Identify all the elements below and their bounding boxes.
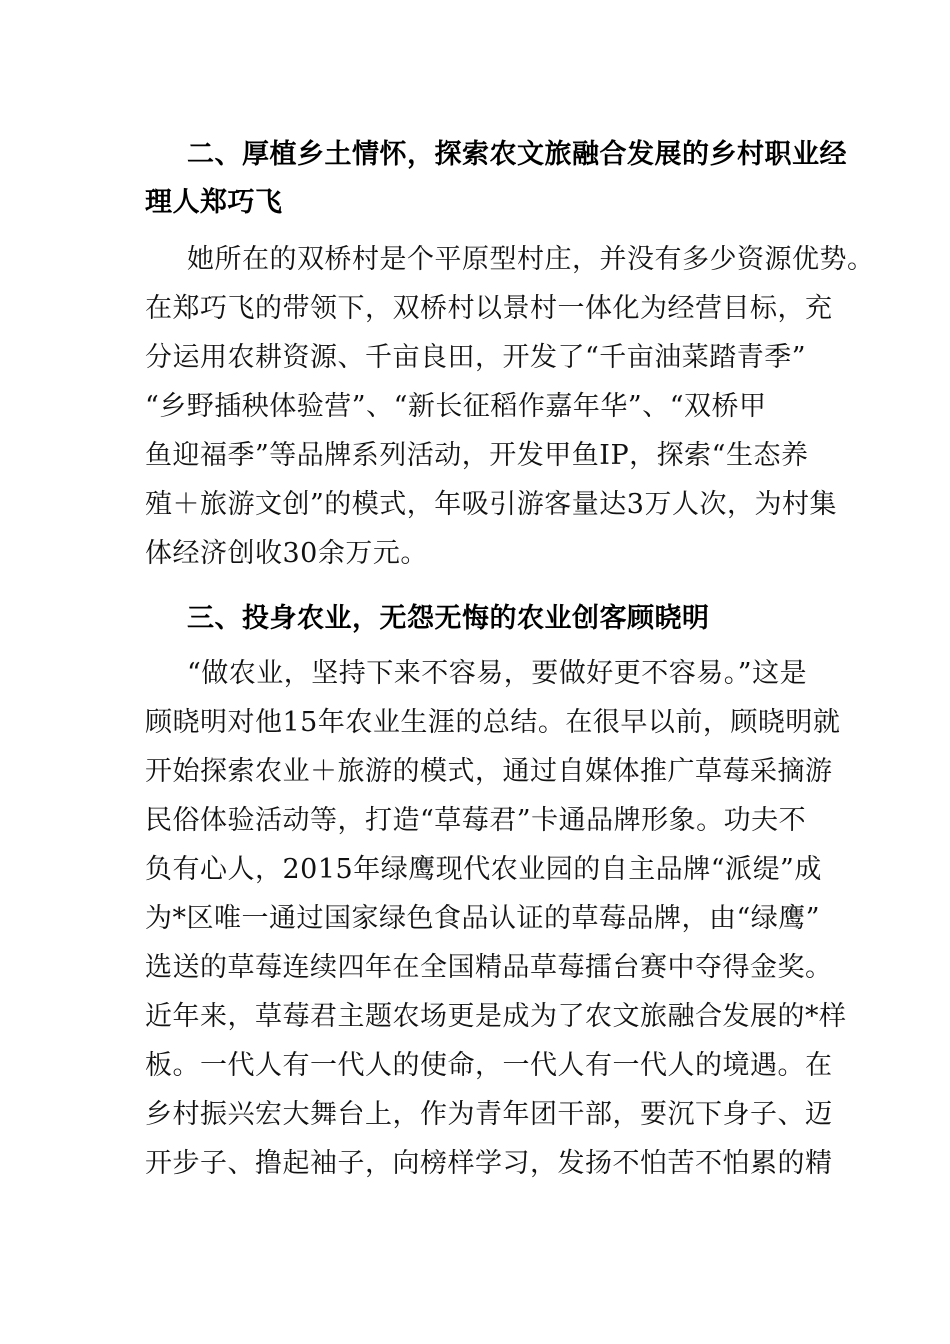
section-2-paragraph-line: 她所在的双桥村是个平原型村庄，并没有多少资源优势。 [187,244,875,275]
section-2-paragraph-line: 鱼迎福季”等品牌系列活动，开发甲鱼IP，探索“生态养 [145,440,809,471]
section-3-paragraph-line: 负有心人，2015年绿鹰现代农业园的自主品牌“派缇”成 [145,854,822,885]
section-2-paragraph-line: 体经济创收30余万元。 [145,538,428,569]
section-2-paragraph-line: “乡野插秧体验营”、“新长征稻作嘉年华”、“双桥甲 [145,391,767,422]
section-3-paragraph-line: 顾晓明对他15年农业生涯的总结。在很早以前，顾晓明就 [145,707,841,738]
section-3-paragraph-line: 民俗体验活动等，打造“草莓君”卡通品牌形象。功夫不 [145,805,807,836]
section-3-heading: 三、投身农业，无怨无悔的农业创客顾晓明 [187,603,710,634]
section-3-paragraph-line: 选送的草莓连续四年在全国精品草莓擂台赛中夺得金奖。 [145,952,833,983]
section-3-paragraph-line: 为*区唯一通过国家绿色食品认证的草莓品牌，由“绿鹰” [145,903,821,934]
section-2-paragraph-line: 分运用农耕资源、千亩良田，开发了“千亩油菜踏青季” [145,342,807,373]
section-3-paragraph-line: 开始探索农业＋旅游的模式，通过自媒体推广草莓采摘游 [145,756,833,787]
section-3-paragraph-line: 乡村振兴宏大舞台上，作为青年团干部，要沉下身子、迈 [145,1099,833,1130]
section-3-paragraph-line: 开步子、撸起袖子，向榜样学习，发扬不怕苦不怕累的精 [145,1148,833,1179]
section-3-paragraph-line: 近年来，草莓君主题农场更是成为了农文旅融合发展的*样 [145,1001,847,1032]
section-2-heading-line-1: 二、厚植乡土情怀，探索农文旅融合发展的乡村职业经 [187,139,847,170]
section-2-paragraph-line: 殖＋旅游文创”的模式，年吸引游客量达3万人次，为村集 [145,489,837,520]
section-2-paragraph-line: 在郑巧飞的带领下，双桥村以景村一体化为经营目标，充 [145,293,833,324]
section-2-heading-line-2: 理人郑巧飞 [145,187,283,218]
section-3-paragraph-line: “做农业，坚持下来不容易，要做好更不容易。”这是 [187,658,808,689]
section-3-paragraph-line: 板。一代人有一代人的使命，一代人有一代人的境遇。在 [145,1050,833,1081]
